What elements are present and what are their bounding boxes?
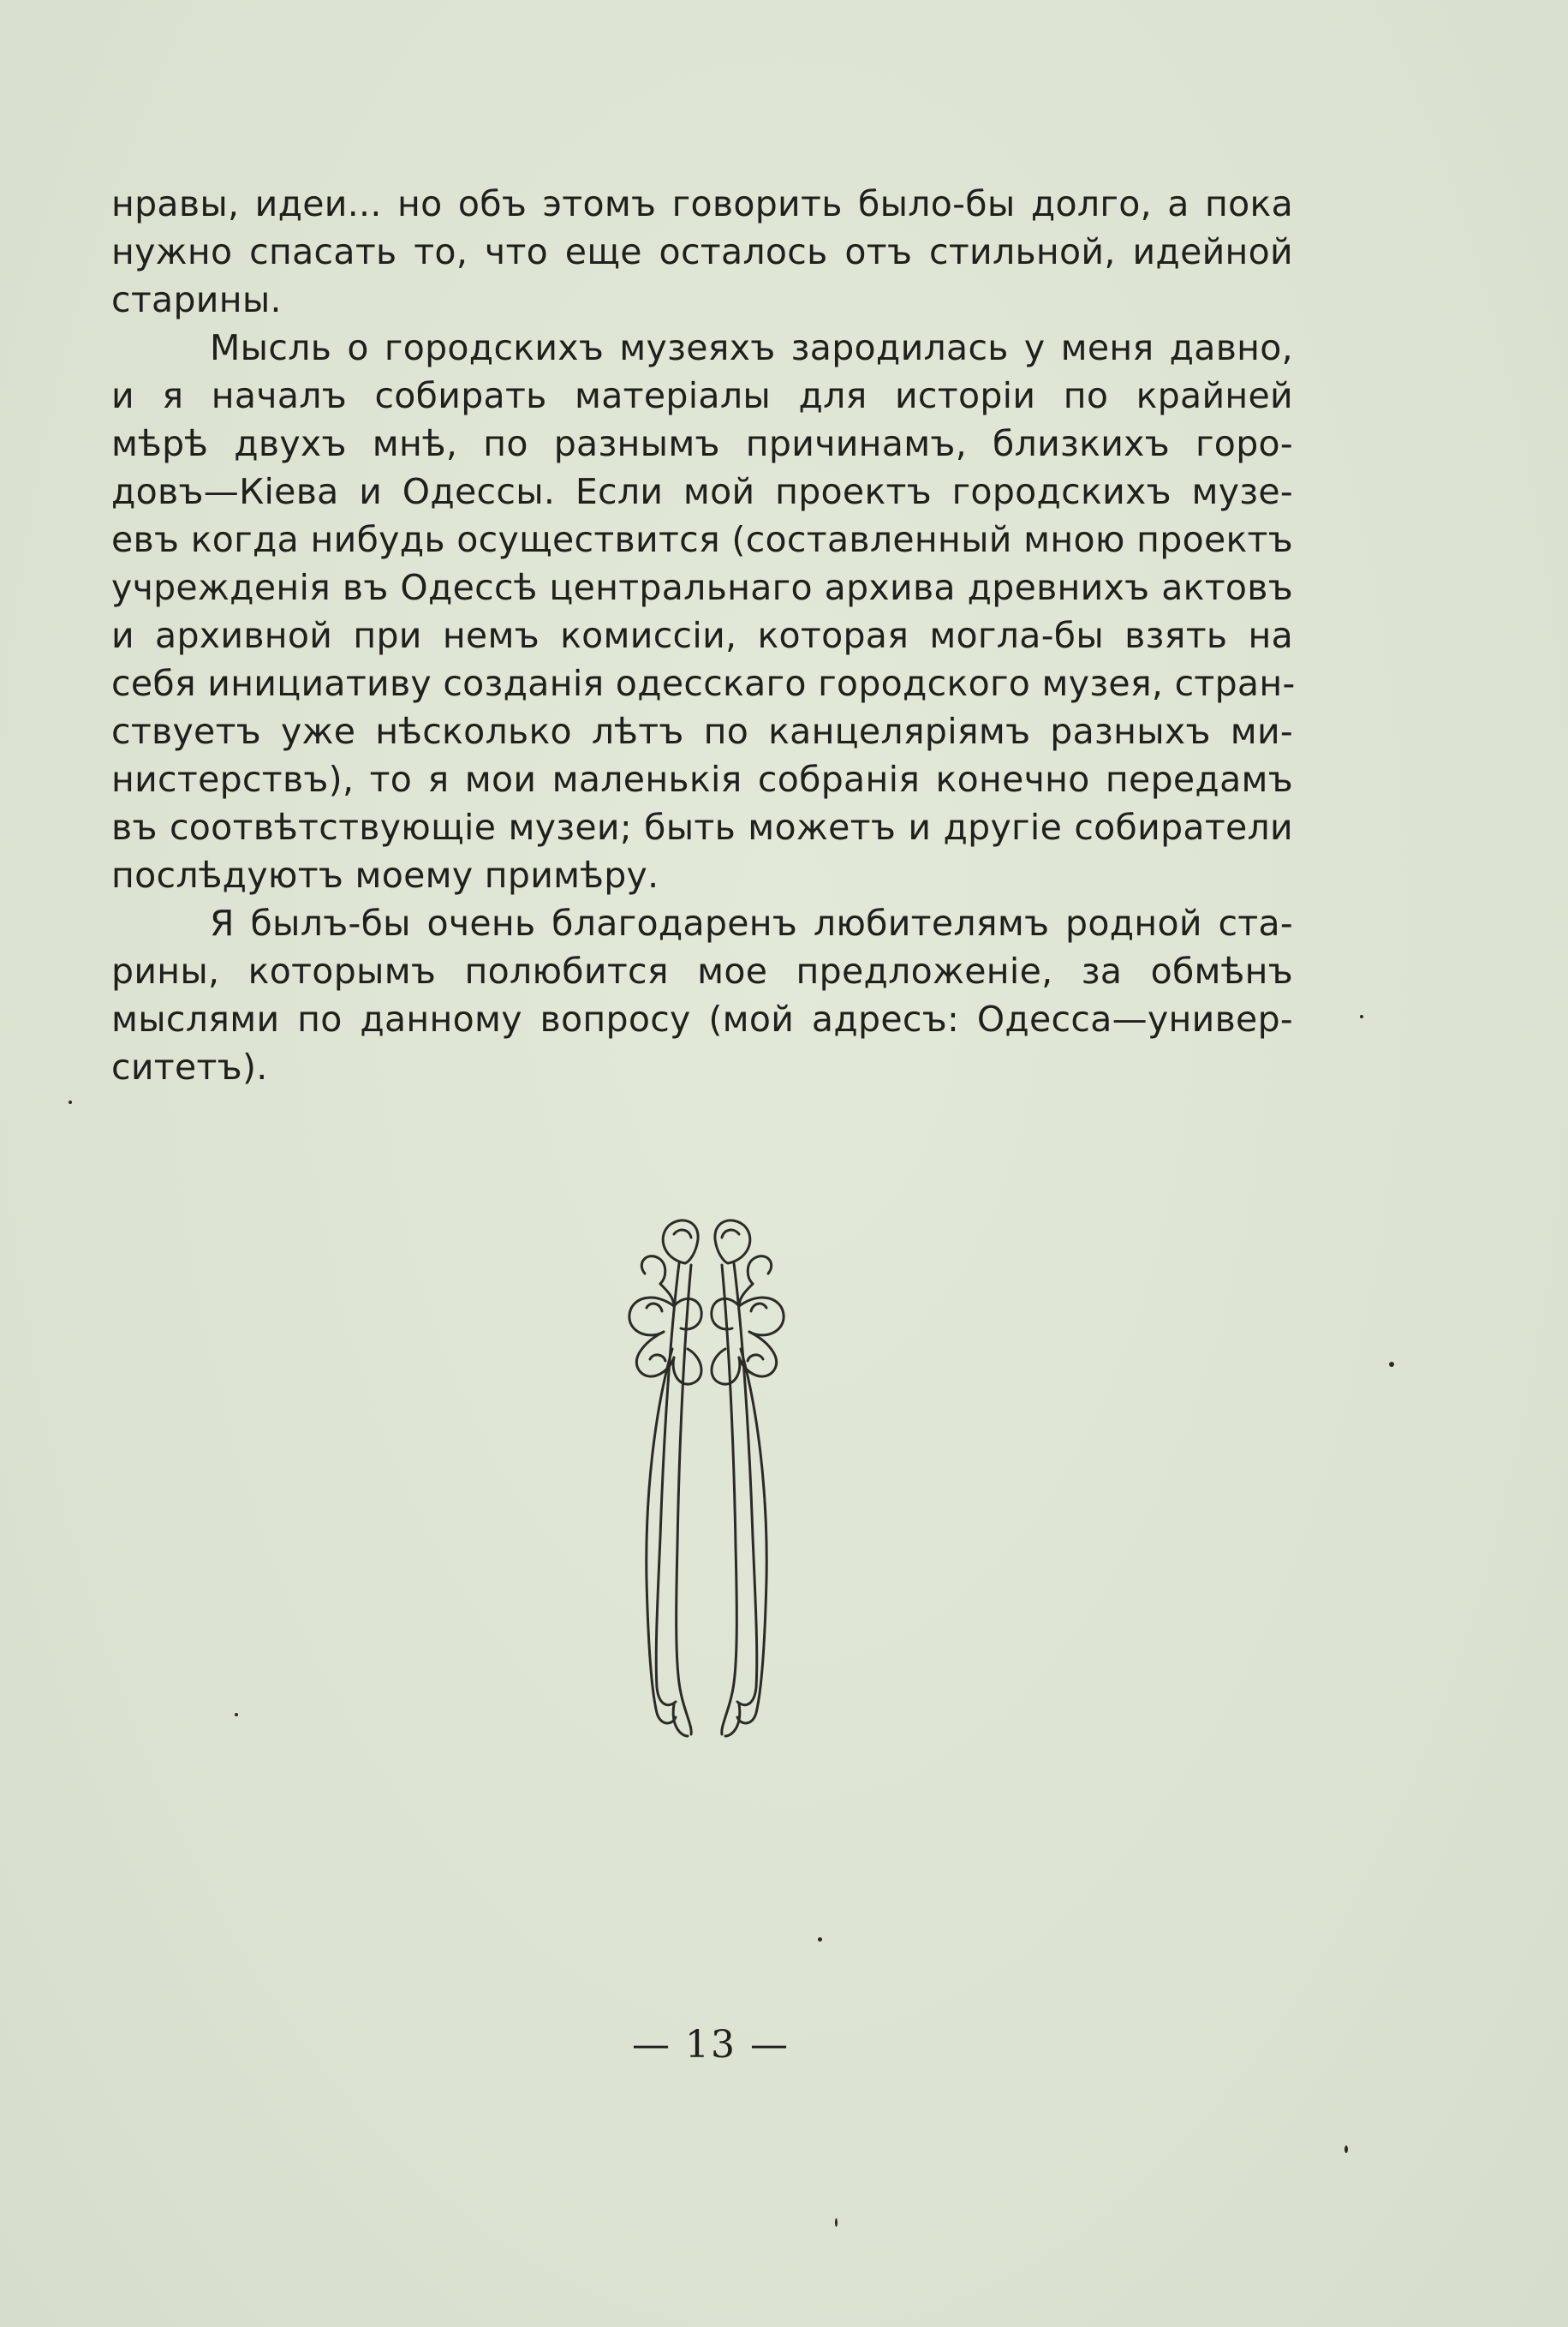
text-line: въ соотвѣтствующіе музеи; быть можетъ и другіе собиратели bbox=[111, 807, 1293, 848]
text-line: довъ—Кіева и Одессы. Если мой проектъ городскихъ музе- bbox=[111, 471, 1293, 512]
text-line: и я началъ собирать матеріалы для исторіи по крайней bbox=[111, 375, 1293, 416]
text-line: мѣрѣ двухъ мнѣ, по разнымъ причинамъ, близкихъ горо- bbox=[111, 423, 1293, 464]
text-line: нужно спасать то, что еще осталось отъ стильной, идейной bbox=[111, 231, 1293, 272]
text-line: себя инициативу созданія одесскаго городского музея, стран- bbox=[111, 663, 1296, 704]
text-line: Я былъ-бы очень благодаренъ любителямъ родной ста- bbox=[210, 903, 1293, 944]
text-line: нравы, идеи... но объ этомъ говорить было-бы долго, а пока bbox=[111, 183, 1293, 224]
paper-speck bbox=[835, 2218, 838, 2227]
text-line: рины, которымъ полюбится мое предложеніе, за обмѣнъ bbox=[111, 951, 1293, 992]
paper-speck bbox=[69, 1101, 72, 1104]
text-line: послѣдуютъ моему примѣру. bbox=[111, 855, 659, 896]
text-line: ствуетъ уже нѣсколько лѣтъ по канцеляріямъ разныхъ ми- bbox=[111, 711, 1293, 752]
text-line: евъ когда нибудь осуществится (составленный мною проектъ bbox=[111, 519, 1293, 560]
text-line: Мысль о городскихъ музеяхъ зародилась у меня давно, bbox=[210, 327, 1293, 368]
text-line: нистерствъ), то я мои маленькія собранія конечно передамъ bbox=[111, 759, 1293, 800]
paper-speck bbox=[1344, 2145, 1348, 2153]
paper-speck bbox=[1360, 1015, 1363, 1018]
page-number: — 13 — bbox=[632, 2023, 790, 2067]
paper-speck bbox=[1389, 1362, 1394, 1367]
text-line: учрежденія въ Одессѣ центральнаго архива древнихъ актовъ bbox=[111, 567, 1293, 608]
text-line: мыслями по данному вопросу (мой адресъ: Одесса—универ- bbox=[111, 999, 1293, 1040]
paper-speck bbox=[818, 1937, 822, 1942]
floral-ornament-icon bbox=[578, 1212, 835, 1743]
text-line: и архивной при немъ комиссіи, которая могла-бы взять на bbox=[111, 615, 1293, 656]
text-line: старины. bbox=[111, 279, 282, 320]
paper-speck bbox=[235, 1713, 238, 1716]
body-text bbox=[111, 180, 1296, 1091]
text-line: ситетъ). bbox=[111, 1047, 268, 1088]
